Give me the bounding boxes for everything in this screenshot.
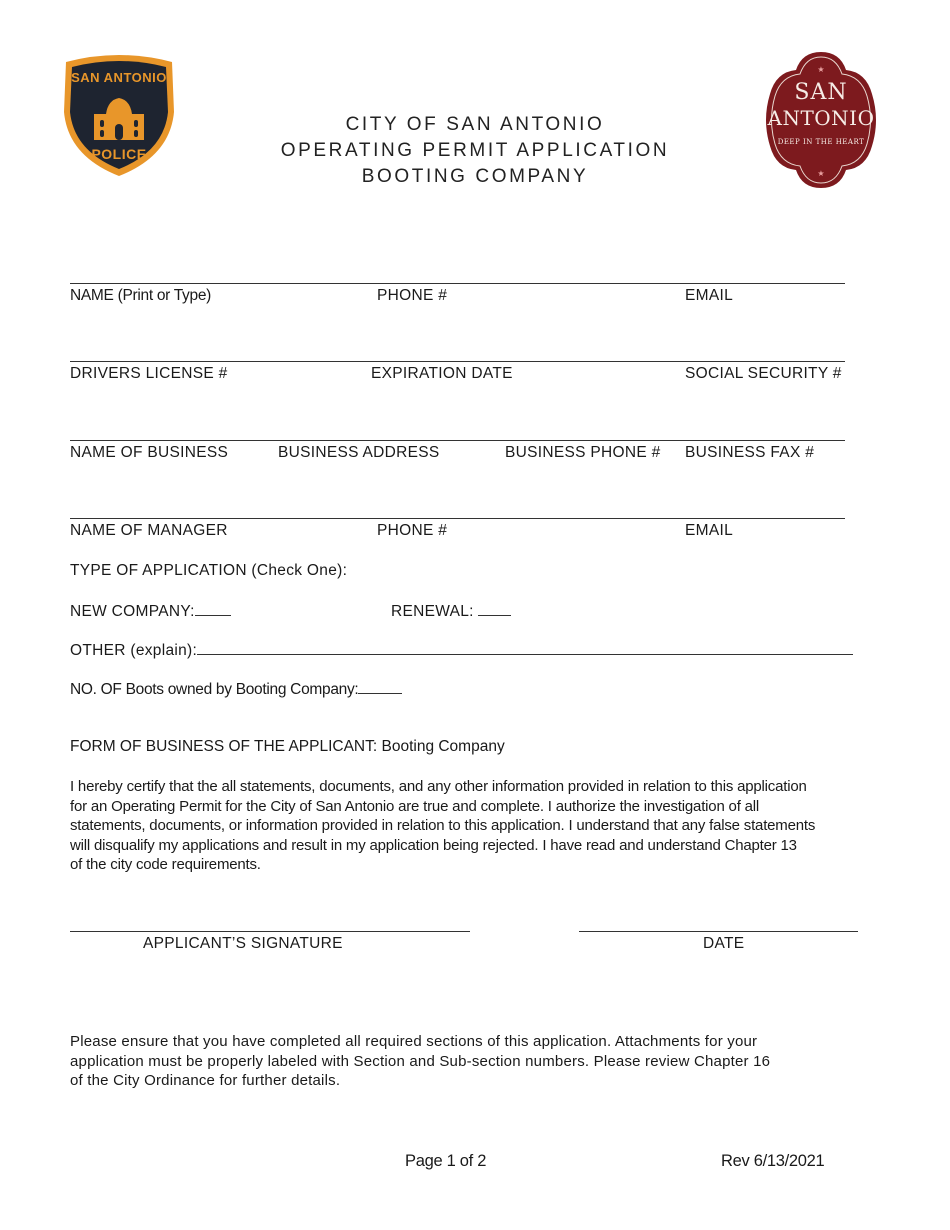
- title-line-2: OPERATING PERMIT APPLICATION: [280, 140, 670, 161]
- title-line-3: BOOTING COMPANY: [361, 166, 589, 187]
- drivers-license-label: DRIVERS LICENSE #: [70, 365, 228, 382]
- applicant-signature-line[interactable]: [70, 931, 470, 932]
- instructions-notice: [70, 1032, 870, 1091]
- new-company-option: [70, 601, 231, 621]
- svg-text:★: ★: [817, 169, 825, 178]
- manager-email-label: EMAIL: [685, 522, 734, 539]
- business-phone-label: BUSINESS PHONE #: [505, 444, 661, 461]
- business-fax-label: BUSINESS FAX #: [685, 444, 815, 461]
- boots-owned: [70, 679, 402, 699]
- svg-text:★: ★: [817, 65, 825, 74]
- other-label: OTHER (explain):: [70, 642, 198, 659]
- manager-phone-label: PHONE #: [377, 522, 448, 539]
- social-security-label: SOCIAL SECURITY #: [685, 365, 842, 382]
- notice-line-2: application must be properly labeled with Section and Sub-section numbers. Please review Chapter 16: [70, 1052, 771, 1070]
- city-logo-tagline: DEEP IN THE HEART: [777, 138, 865, 146]
- certification-line-4: will disqualify my applications and result in my application being rejected. I have read and understand Chapter 13: [70, 836, 797, 854]
- name-label: NAME (Print or Type): [70, 287, 212, 304]
- row1-underline[interactable]: [70, 283, 845, 284]
- city-logo-line1: SAN: [794, 80, 848, 105]
- renewal-checkbox-line[interactable]: [478, 601, 511, 616]
- business-address-label: BUSINESS ADDRESS: [278, 444, 440, 461]
- boots-owned-line[interactable]: [358, 679, 402, 694]
- renewal-option: [391, 601, 511, 621]
- date-label: DATE: [703, 935, 745, 952]
- notice-line-1: Please ensure that you have completed all required sections of this application. Attachments for your: [70, 1033, 758, 1050]
- date-line[interactable]: [579, 931, 858, 932]
- boots-owned-label: NO. OF Boots owned by Booting Company:: [70, 681, 359, 698]
- document-title: [0, 112, 950, 190]
- page-number: Page 1 of 2: [405, 1152, 487, 1170]
- form-of-business: FORM OF BUSINESS OF THE APPLICANT: Booting Company: [70, 738, 505, 755]
- revision-date: Rev 6/13/2021: [721, 1152, 825, 1170]
- applicant-signature-label: APPLICANT’S SIGNATURE: [143, 935, 343, 952]
- row3-underline[interactable]: [70, 440, 845, 441]
- certification-paragraph: [70, 777, 875, 875]
- renewal-label: RENEWAL:: [391, 603, 474, 620]
- application-type-label: TYPE OF APPLICATION (Check One):: [70, 562, 348, 579]
- row2-underline[interactable]: [70, 361, 845, 362]
- police-badge-top-text: SAN ANTONIO: [71, 70, 167, 85]
- new-company-label: NEW COMPANY:: [70, 603, 195, 620]
- phone-label: PHONE #: [377, 287, 448, 304]
- new-company-checkbox-line[interactable]: [195, 601, 231, 616]
- certification-line-1: I hereby certify that the all statements, documents, and any other information provided in relation to this application: [70, 778, 807, 795]
- police-badge-bottom-text: POLICE: [91, 146, 147, 162]
- other-explain-line[interactable]: [197, 640, 853, 655]
- email-label: EMAIL: [685, 287, 734, 304]
- certification-line-5: of the city code requirements.: [70, 856, 261, 873]
- certification-line-3: statements, documents, or information provided in relation to this application. I understand that any false statements: [70, 817, 816, 834]
- city-logo-line2: ANTONIO: [767, 106, 875, 130]
- other-option: [70, 640, 853, 660]
- expiration-date-label: EXPIRATION DATE: [371, 365, 513, 382]
- title-line-1: CITY OF SAN ANTONIO: [345, 114, 605, 135]
- row4-underline[interactable]: [70, 518, 845, 519]
- manager-name-label: NAME OF MANAGER: [70, 522, 228, 539]
- notice-line-3: of the City Ordinance for further details.: [70, 1072, 341, 1089]
- certification-line-2: for an Operating Permit for the City of San Antonio are true and complete. I authorize the investigation of all: [70, 797, 760, 815]
- business-name-label: NAME OF BUSINESS: [70, 444, 229, 461]
